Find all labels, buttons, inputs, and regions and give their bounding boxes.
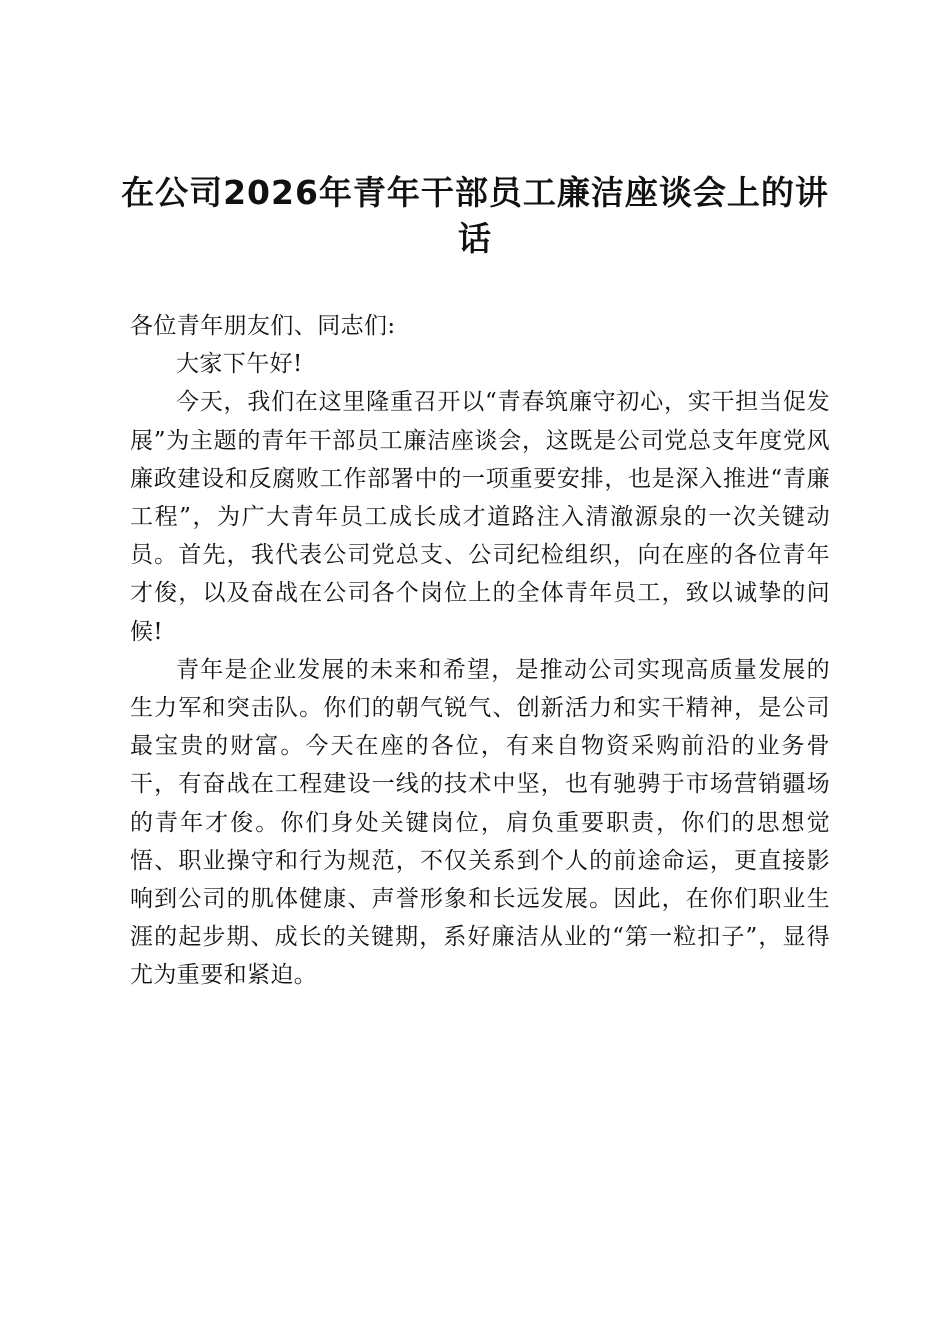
salutation: 各位青年朋友们、同志们:	[130, 313, 396, 339]
speech-body	[130, 307, 830, 995]
speech-title: 在公司2026年青年干部员工廉洁座谈会上的讲话	[121, 173, 829, 258]
paragraph-opening: 今天，我们在这里隆重召开以“青春筑廉守初心，实干担当促发展”为主题的青年干部员工廉洁座谈会，这既是公司党总支年度党风廉政建设和反腐败工作部署中的一项重要安排，也是深入推进“青廉工程”，为广大青年员工成长成才道路注入清澈源泉的一次关键动员。首先，我代表公司党总支、公司纪检组织，向在座的各位青年才俊，以及奋战在公司各个岗位上的全体青年员工，致以诚挚的问候!	[130, 389, 830, 645]
paragraph-youth: 青年是企业发展的未来和希望，是推动公司实现高质量发展的生力军和突击队。你们的朝气锐气、创新活力和实干精神，是公司最宝贵的财富。今天在座的各位，有来自物资采购前沿的业务骨干，有奋战在工程建设一线的技术中坚，也有驰骋于市场营销疆场的青年才俊。你们身处关键岗位，肩负重要职责，你们的思想觉悟、职业操守和行为规范，不仅关系到个人的前途命运，更直接影响到公司的肌体健康、声誉形象和长远发展。因此，在你们职业生涯的起步期、成长的关键期，系好廉洁从业的“第一粒扣子”，显得尤为重要和紧迫。	[130, 656, 830, 989]
greeting: 大家下午好!	[176, 351, 303, 378]
